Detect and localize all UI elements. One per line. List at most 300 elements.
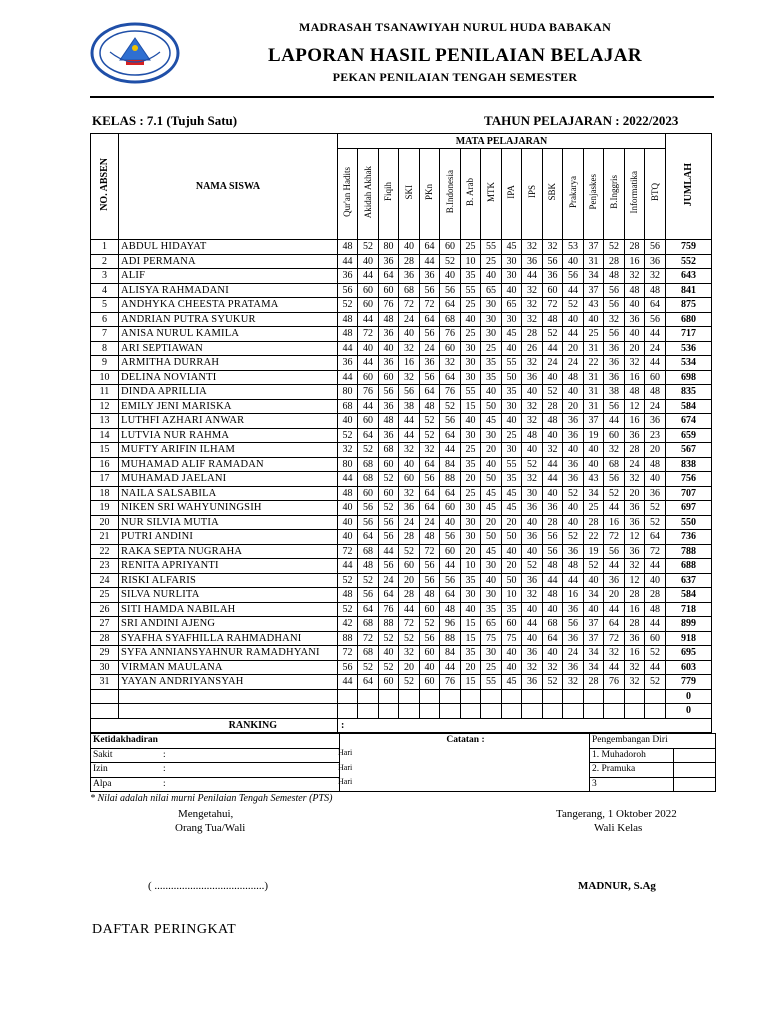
score-cell: 22: [584, 530, 604, 545]
score-cell: 56: [420, 573, 440, 588]
student-row: [91, 559, 712, 574]
score-cell: 35: [481, 602, 502, 617]
score-cell: 28: [584, 515, 604, 530]
score-cell: 40: [481, 573, 502, 588]
score-cell: 32: [543, 240, 563, 255]
score-cell: 40: [563, 254, 584, 269]
score-cell: 60: [358, 414, 379, 429]
student-number: 12: [91, 399, 119, 414]
score-cell: 56: [604, 283, 625, 298]
score-cell: 15: [461, 675, 481, 690]
score-cell: 72: [358, 631, 379, 646]
score-cell: 36: [625, 631, 645, 646]
score-cell: 40: [543, 602, 563, 617]
score-cell: 16: [625, 370, 645, 385]
score-cell: 32: [625, 269, 645, 284]
subject-header: Penjaskes: [584, 149, 604, 240]
score-cell: 64: [420, 501, 440, 516]
score-cell: 37: [584, 240, 604, 255]
score-cell: 52: [522, 559, 543, 574]
score-cell: 60: [358, 283, 379, 298]
student-number: 9: [91, 356, 119, 371]
score-cell: 38: [604, 385, 625, 400]
score-cell: 20: [461, 660, 481, 675]
score-cell: 44: [338, 370, 358, 385]
score-cell: 56: [358, 515, 379, 530]
score-cell: 40: [625, 327, 645, 342]
total-cell: 918: [666, 631, 712, 646]
score-cell: 36: [420, 356, 440, 371]
student-row: [91, 356, 712, 371]
score-cell: 48: [420, 588, 440, 603]
score-cell: 32: [543, 443, 563, 458]
score-cell: [584, 689, 604, 704]
score-cell: 50: [502, 370, 522, 385]
student-name: EMILY JENI MARISKA: [119, 399, 338, 414]
ketidakhadiran-header: Ketidakhadiran: [91, 734, 340, 749]
academic-year-label: TAHUN PELAJARAN : 2022/2023: [484, 113, 679, 128]
score-cell: 24: [563, 356, 584, 371]
student-name: DINDA APRILLIA: [119, 385, 338, 400]
student-number: 14: [91, 428, 119, 443]
score-cell: [584, 704, 604, 719]
score-cell: [481, 689, 502, 704]
score-cell: 32: [399, 443, 420, 458]
score-cell: 36: [625, 544, 645, 559]
score-cell: 80: [338, 385, 358, 400]
score-cell: 40: [502, 544, 522, 559]
score-cell: 10: [502, 588, 522, 603]
score-cell: 20: [625, 341, 645, 356]
score-cell: 44: [420, 254, 440, 269]
score-cell: 44: [338, 341, 358, 356]
total-cell: 841: [666, 283, 712, 298]
score-cell: 52: [645, 675, 666, 690]
score-cell: 25: [481, 254, 502, 269]
mengetahui-label: Mengetahui,: [178, 808, 234, 820]
score-cell: 40: [379, 341, 399, 356]
score-cell: 56: [645, 240, 666, 255]
score-cell: 24: [625, 457, 645, 472]
score-cell: 44: [338, 472, 358, 487]
student-number: 19: [91, 501, 119, 516]
student-row: [91, 327, 712, 342]
score-cell: 52: [604, 486, 625, 501]
student-row: [91, 675, 712, 690]
score-cell: 52: [338, 573, 358, 588]
score-cell: 37: [584, 617, 604, 632]
score-cell: 19: [584, 544, 604, 559]
score-cell: 32: [338, 443, 358, 458]
student-name: MUFTY ARIFIN ILHAM: [119, 443, 338, 458]
score-cell: [645, 704, 666, 719]
score-cell: 44: [563, 283, 584, 298]
score-cell: 60: [379, 457, 399, 472]
score-cell: 64: [358, 530, 379, 545]
score-cell: 40: [563, 312, 584, 327]
score-cell: 68: [358, 646, 379, 661]
score-cell: 50: [481, 399, 502, 414]
class-label: KELAS : 7.1 (Tujuh Satu): [92, 113, 238, 128]
score-cell: [399, 689, 420, 704]
score-cell: 25: [461, 486, 481, 501]
score-cell: 25: [502, 428, 522, 443]
score-cell: 40: [440, 515, 461, 530]
score-cell: 48: [543, 312, 563, 327]
score-cell: 30: [481, 588, 502, 603]
score-cell: 35: [461, 573, 481, 588]
score-cell: 75: [502, 631, 522, 646]
score-cell: 35: [461, 457, 481, 472]
score-cell: 44: [645, 617, 666, 632]
total-cell: 674: [666, 414, 712, 429]
score-cell: 32: [522, 298, 543, 313]
score-cell: 40: [358, 341, 379, 356]
score-cell: 37: [584, 283, 604, 298]
score-cell: 44: [543, 341, 563, 356]
score-cell: 25: [584, 327, 604, 342]
score-cell: 48: [358, 559, 379, 574]
score-cell: [420, 689, 440, 704]
score-cell: 44: [399, 414, 420, 429]
score-cell: 31: [584, 341, 604, 356]
score-cell: 40: [358, 254, 379, 269]
score-cell: 60: [379, 283, 399, 298]
score-cell: 88: [440, 472, 461, 487]
score-cell: 43: [584, 472, 604, 487]
score-cell: 20: [604, 588, 625, 603]
total-cell: 637: [666, 573, 712, 588]
score-cell: 44: [399, 428, 420, 443]
score-cell: 32: [645, 269, 666, 284]
score-cell: 72: [420, 298, 440, 313]
score-cell: 56: [604, 327, 625, 342]
score-cell: 48: [604, 269, 625, 284]
score-cell: 45: [481, 544, 502, 559]
score-cell: 44: [338, 675, 358, 690]
score-cell: 48: [522, 428, 543, 443]
score-cell: 55: [502, 457, 522, 472]
student-number: 29: [91, 646, 119, 661]
score-cell: 32: [625, 472, 645, 487]
score-cell: 24: [399, 515, 420, 530]
score-cell: 68: [358, 457, 379, 472]
score-cell: 52: [399, 631, 420, 646]
score-cell: 36: [338, 269, 358, 284]
score-cell: 52: [338, 298, 358, 313]
score-cell: 30: [502, 269, 522, 284]
score-cell: 56: [420, 559, 440, 574]
score-cell: 50: [502, 573, 522, 588]
score-cell: 48: [379, 312, 399, 327]
score-cell: 28: [625, 617, 645, 632]
score-cell: 32: [399, 646, 420, 661]
score-cell: [522, 689, 543, 704]
score-cell: 32: [399, 370, 420, 385]
teacher-name: MADNUR, S.Ag: [578, 880, 656, 892]
score-cell: 32: [522, 356, 543, 371]
score-cell: 60: [379, 486, 399, 501]
score-cell: 30: [461, 501, 481, 516]
score-cell: 56: [543, 530, 563, 545]
score-cell: 60: [420, 675, 440, 690]
student-number: 8: [91, 341, 119, 356]
score-cell: 40: [625, 298, 645, 313]
score-cell: 52: [645, 501, 666, 516]
student-number: 28: [91, 631, 119, 646]
score-cell: 36: [522, 501, 543, 516]
score-cell: 32: [399, 341, 420, 356]
score-cell: 64: [440, 298, 461, 313]
student-name: [119, 689, 338, 704]
student-number: 27: [91, 617, 119, 632]
header-divider: [90, 96, 714, 98]
subject-header: Fiqih: [379, 149, 399, 240]
score-cell: 35: [481, 370, 502, 385]
student-number: 20: [91, 515, 119, 530]
score-cell: 24: [645, 341, 666, 356]
score-cell: 48: [563, 559, 584, 574]
student-name: LUTVIA NUR RAHMA: [119, 428, 338, 443]
score-cell: 52: [379, 660, 399, 675]
score-cell: 52: [358, 443, 379, 458]
student-row: [91, 530, 712, 545]
student-row: [91, 385, 712, 400]
score-cell: 44: [440, 559, 461, 574]
score-cell: 72: [604, 530, 625, 545]
score-cell: 15: [461, 631, 481, 646]
score-cell: 52: [420, 414, 440, 429]
score-cell: 40: [584, 602, 604, 617]
score-cell: 52: [645, 646, 666, 661]
score-cell: 64: [645, 298, 666, 313]
score-cell: 44: [604, 559, 625, 574]
score-cell: 25: [481, 341, 502, 356]
student-name: PUTRI ANDINI: [119, 530, 338, 545]
student-row: [91, 443, 712, 458]
student-number: 6: [91, 312, 119, 327]
score-cell: 36: [563, 631, 584, 646]
score-cell: 68: [543, 617, 563, 632]
score-cell: 56: [338, 283, 358, 298]
score-cell: 36: [625, 312, 645, 327]
score-cell: 32: [522, 283, 543, 298]
score-cell: 28: [399, 530, 420, 545]
score-cell: 72: [338, 646, 358, 661]
score-cell: 20: [645, 443, 666, 458]
score-cell: 68: [379, 443, 399, 458]
score-cell: 16: [625, 602, 645, 617]
score-cell: [645, 689, 666, 704]
score-cell: 45: [481, 414, 502, 429]
score-cell: 36: [645, 254, 666, 269]
score-cell: 40: [440, 269, 461, 284]
total-cell: 584: [666, 399, 712, 414]
student-row: [91, 254, 712, 269]
score-cell: [379, 689, 399, 704]
score-cell: 52: [440, 399, 461, 414]
score-cell: 10: [461, 559, 481, 574]
score-cell: 44: [379, 544, 399, 559]
student-row: [91, 617, 712, 632]
score-cell: 36: [420, 269, 440, 284]
score-cell: 40: [502, 341, 522, 356]
score-cell: 36: [625, 428, 645, 443]
total-cell: 707: [666, 486, 712, 501]
score-cell: 55: [502, 356, 522, 371]
student-row: [91, 660, 712, 675]
score-cell: [338, 704, 358, 719]
score-cell: 16: [604, 515, 625, 530]
score-cell: 48: [420, 530, 440, 545]
report-title: LAPORAN HASIL PENILAIAN BELAJAR: [268, 45, 642, 66]
score-cell: 30: [461, 428, 481, 443]
score-cell: 56: [399, 385, 420, 400]
score-cell: 55: [461, 385, 481, 400]
score-cell: 44: [440, 443, 461, 458]
score-cell: 44: [338, 254, 358, 269]
student-row: [91, 269, 712, 284]
student-name: MUHAMAD ALIF RAMADAN: [119, 457, 338, 472]
score-cell: 32: [625, 559, 645, 574]
score-cell: 31: [584, 399, 604, 414]
score-cell: 28: [625, 240, 645, 255]
student-row: [91, 341, 712, 356]
score-cell: 45: [481, 501, 502, 516]
score-cell: 52: [338, 602, 358, 617]
score-cell: 52: [358, 660, 379, 675]
score-cell: 28: [645, 588, 666, 603]
score-cell: 40: [563, 515, 584, 530]
score-cell: 40: [338, 530, 358, 545]
score-cell: 80: [379, 240, 399, 255]
score-cell: 44: [563, 327, 584, 342]
score-cell: 56: [440, 573, 461, 588]
score-cell: 40: [522, 544, 543, 559]
score-cell: 45: [502, 501, 522, 516]
score-cell: 60: [543, 283, 563, 298]
score-cell: 32: [522, 414, 543, 429]
student-name: SYFA ANNIANSYAHNUR RAMADHYANI: [119, 646, 338, 661]
score-cell: 40: [338, 501, 358, 516]
score-cell: 52: [563, 486, 584, 501]
score-cell: 40: [338, 414, 358, 429]
score-cell: 56: [604, 544, 625, 559]
student-name: ABDUL HIDAYAT: [119, 240, 338, 255]
score-cell: 56: [379, 530, 399, 545]
score-cell: 52: [522, 457, 543, 472]
total-cell: 659: [666, 428, 712, 443]
student-number: 25: [91, 588, 119, 603]
score-cell: 22: [584, 356, 604, 371]
score-cell: 28: [625, 443, 645, 458]
score-cell: 64: [420, 385, 440, 400]
student-row: [91, 631, 712, 646]
score-cell: 40: [645, 472, 666, 487]
score-cell: 40: [522, 515, 543, 530]
score-cell: 28: [584, 675, 604, 690]
empty-row: [91, 704, 712, 719]
score-cell: 20: [625, 486, 645, 501]
score-cell: 36: [522, 530, 543, 545]
student-name: SILVA NURLITA: [119, 588, 338, 603]
student-number: 11: [91, 385, 119, 400]
score-cell: 53: [563, 240, 584, 255]
score-cell: 56: [379, 559, 399, 574]
score-cell: 76: [440, 385, 461, 400]
score-cell: 43: [584, 298, 604, 313]
score-cell: 30: [502, 254, 522, 269]
score-cell: 36: [563, 602, 584, 617]
student-number: [91, 704, 119, 719]
score-cell: 30: [502, 312, 522, 327]
score-cell: 56: [358, 501, 379, 516]
ranking-list-title: DAFTAR PERINGKAT: [92, 922, 237, 937]
student-name: ARI SEPTIAWAN: [119, 341, 338, 356]
score-cell: 36: [543, 501, 563, 516]
ranking-row: [91, 718, 712, 733]
score-cell: 56: [604, 399, 625, 414]
score-cell: 32: [522, 660, 543, 675]
score-cell: 20: [399, 573, 420, 588]
score-cell: 45: [502, 327, 522, 342]
score-cell: 56: [420, 283, 440, 298]
score-cell: 40: [461, 312, 481, 327]
score-cell: 60: [420, 602, 440, 617]
total-cell: 603: [666, 660, 712, 675]
score-cell: 40: [461, 602, 481, 617]
score-cell: 84: [440, 457, 461, 472]
total-cell: 697: [666, 501, 712, 516]
score-cell: 16: [625, 254, 645, 269]
score-cell: 24: [420, 341, 440, 356]
score-cell: 56: [604, 472, 625, 487]
score-cell: 64: [543, 631, 563, 646]
score-cell: 20: [399, 660, 420, 675]
student-number: 1: [91, 240, 119, 255]
score-cell: 48: [543, 588, 563, 603]
score-cell: 40: [502, 414, 522, 429]
score-cell: 68: [358, 617, 379, 632]
score-cell: 44: [604, 414, 625, 429]
score-cell: 32: [522, 312, 543, 327]
score-cell: 52: [543, 327, 563, 342]
score-cell: 16: [625, 646, 645, 661]
score-cell: 72: [338, 544, 358, 559]
total-cell: 534: [666, 356, 712, 371]
score-cell: 40: [481, 269, 502, 284]
score-cell: 36: [543, 269, 563, 284]
total-cell: 718: [666, 602, 712, 617]
total-cell: 899: [666, 617, 712, 632]
student-row: [91, 544, 712, 559]
student-number: 18: [91, 486, 119, 501]
student-row: [91, 240, 712, 255]
total-cell: 835: [666, 385, 712, 400]
score-cell: 48: [625, 283, 645, 298]
subject-header: MTK: [481, 149, 502, 240]
pengembangan-diri-header: Pengembangan Diri: [590, 734, 716, 749]
score-cell: 88: [379, 617, 399, 632]
score-cell: 35: [502, 385, 522, 400]
score-cell: 44: [358, 356, 379, 371]
total-cell: 643: [666, 269, 712, 284]
score-cell: 48: [338, 486, 358, 501]
score-cell: 30: [481, 298, 502, 313]
score-cell: 68: [399, 283, 420, 298]
score-cell: 48: [420, 399, 440, 414]
subject-header: B.Inggris: [604, 149, 625, 240]
